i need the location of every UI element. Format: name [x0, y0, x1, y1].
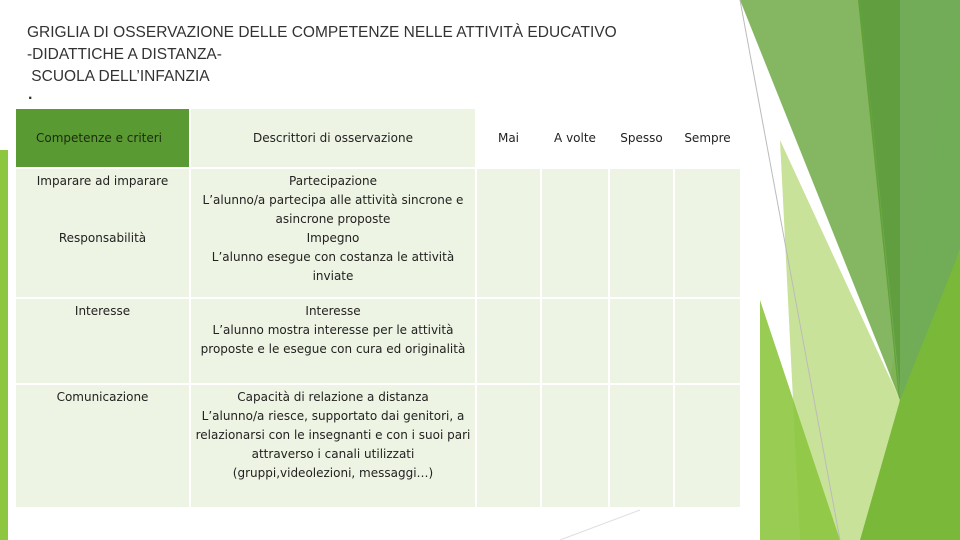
rating-cell-spesso[interactable] [609, 298, 674, 384]
header-a-volte: A volte [541, 108, 609, 168]
page-title [27, 22, 747, 88]
rating-cell-sempre[interactable] [674, 384, 741, 508]
header-mai: Mai [476, 108, 541, 168]
rating-cell-mai[interactable] [476, 384, 541, 508]
header-descrittori: Descrittori di osservazione [190, 108, 476, 168]
rating-cell-a-volte[interactable] [541, 168, 609, 298]
rating-cell-a-volte[interactable] [541, 384, 609, 508]
header-sempre: Sempre [674, 108, 741, 168]
rating-cell-sempre[interactable] [674, 298, 741, 384]
competenza-label: Interesse [74, 304, 131, 318]
rating-cell-a-volte[interactable] [541, 298, 609, 384]
descrittore-title: Capacità di relazione a distanza [237, 390, 429, 404]
observation-grid [14, 107, 742, 509]
descrittore-cell [190, 168, 476, 298]
descrittore-text: L’alunno esegue con costanza le attività inviate [211, 250, 455, 283]
descrittore-title: Interesse [305, 304, 361, 318]
table-row [15, 298, 741, 384]
competenza-label: Comunicazione [56, 390, 149, 404]
competenza-cell [15, 384, 190, 508]
competenza-cell [15, 298, 190, 384]
title-line-2: -DIDATTICHE A DISTANZA- [27, 46, 222, 63]
rating-cell-spesso[interactable] [609, 168, 674, 298]
table-row [15, 168, 741, 298]
table-header-row [15, 108, 741, 168]
rating-cell-sempre[interactable] [674, 168, 741, 298]
rating-cell-spesso[interactable] [609, 384, 674, 508]
descrittore-title: Impegno [306, 231, 360, 245]
rating-cell-mai[interactable] [476, 168, 541, 298]
rating-cell-mai[interactable] [476, 298, 541, 384]
descrittore-cell [190, 384, 476, 508]
descrittore-text: L’alunno mostra interesse per le attività proposte e le esegue con cura ed originalità [200, 323, 466, 356]
competenza-label: Imparare ad imparare [36, 174, 169, 188]
competenza-label: Responsabilità [58, 231, 147, 245]
descrittore-cell [190, 298, 476, 384]
table-row [15, 384, 741, 508]
descrittore-text: L’alunno/a partecipa alle attività sincrone e asincrone proposte [202, 193, 464, 226]
title-line-1: GRIGLIA DI OSSERVAZIONE DELLE COMPETENZE NELLE ATTIVITÀ EDUCATIVO [27, 24, 617, 41]
descrittore-title: Partecipazione [289, 174, 377, 188]
bullet-dot: . [28, 86, 33, 103]
descrittore-text: L’alunno/a riesce, supportato dai genitori, a relazionarsi con le insegnanti e con i suoi pari attraverso i canali utilizzati (gruppi,videolezioni, messaggi…) [195, 409, 471, 480]
header-competenze: Competenze e criteri [15, 108, 190, 168]
title-line-3: SCUOLA DELL’INFANZIA [27, 68, 210, 85]
header-spesso: Spesso [609, 108, 674, 168]
competenza-cell [15, 168, 190, 298]
